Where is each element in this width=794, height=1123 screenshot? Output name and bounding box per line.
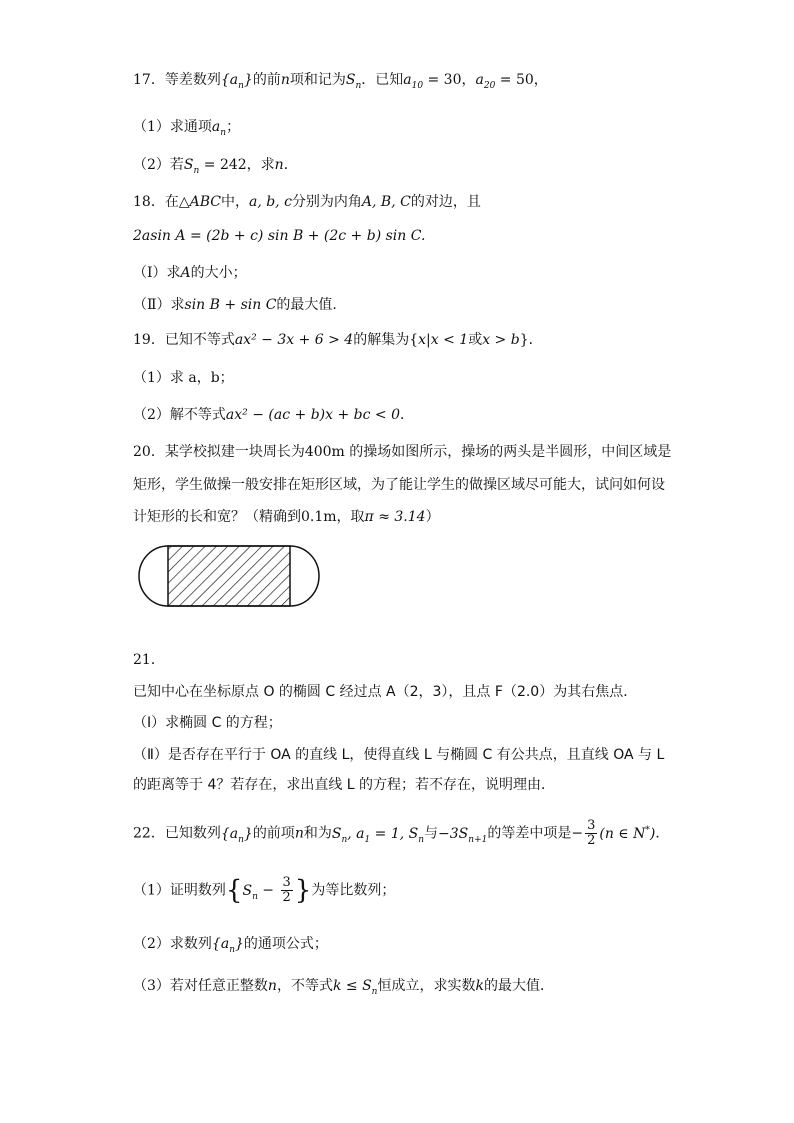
q21-part2-line1: （Ⅱ）是否存在平行于 OA 的直线 L，使得直线 L 与椭圆 C 有公共点，且直线 OA 与 L (133, 747, 665, 763)
track-figure (138, 545, 320, 607)
q17-stem: 17．等差数列$\{a_n\}$的前n项和记为$S_n$．已知$a_{10} = 30$，$a_{20} = 50$， (133, 72, 548, 91)
hatched-rectangle (168, 546, 290, 606)
q21-part2-line2: 的距离等于 4？若存在，求出直线 L 的方程；若不存在，说明理由． (133, 777, 556, 793)
q21-stem: 已知中心在坐标原点 O 的椭圆 C 经过点 A（2，3），且点 F（2.0）为其右焦点． (133, 684, 638, 700)
q20-stem-line1: 20．某学校拟建一块周长为400m 的操场如图所示，操场的两头是半圆形，中间区域是 (133, 444, 672, 460)
fraction-three-halves: $\frac{3}{2}$ (587, 818, 596, 848)
q17-part1: （1）求通项$a_n$； (133, 119, 241, 138)
q18-part2: （Ⅱ）求sin B + sin C的最大值. (133, 297, 337, 313)
q19-stem: 19．已知不等式ax² − 3x + 6 > 4的解集为{x|x < 1或x > b}． (133, 332, 543, 348)
q17-part2: （2）若$S_n = 242$，求n． (133, 157, 298, 176)
q18-part1: （Ⅰ）求A的大小； (133, 265, 247, 281)
q18-equation: 2asin A = (2b + c) sin B + (2c + b) sin C. (133, 228, 426, 244)
q22-part2: （2）求数列$\{a_n\}$的通项公式； (133, 936, 328, 955)
q22-part1: （1）证明数列{$S_n$ − $\frac{3}{2}$ }为等比数列； (133, 875, 396, 906)
q22-part3: （3）若对任意正整数n，不等式$k \le S_n$恒成立，求实数k的最大值． (133, 978, 554, 997)
q22-stem: 22．已知数列$\{a_n\}$的前项n和为$S_n$, $a_1 = 1$, $S_n$与$-3S_{n+1}$的等差中项是− $\frac{3}{2}$ (n ∈ N*)． (133, 818, 670, 848)
fraction-three-halves-2: $\frac{3}{2}$ (282, 875, 291, 905)
q21-number: 21． (133, 652, 165, 668)
q20-stem-line2: 矩形，学生做操一般安排在矩形区域，为了能让学生的做操区域尽可能大，试问如何设 (133, 477, 665, 493)
q19-part1: （1）求 a，b； (133, 370, 234, 386)
q20-stem-line3: 计矩形的长和宽？（精确到0.1m，取π ≈ 3.14） (133, 509, 440, 525)
q19-part2: （2）解不等式ax² − (ac + b)x + bc < 0． (133, 407, 414, 423)
q18-stem: 18．在△ABC中，a, b, c分别为内角A, B, C的对边，且 (133, 194, 481, 210)
q21-part1: （Ⅰ）求椭圆 C 的方程； (133, 715, 282, 731)
